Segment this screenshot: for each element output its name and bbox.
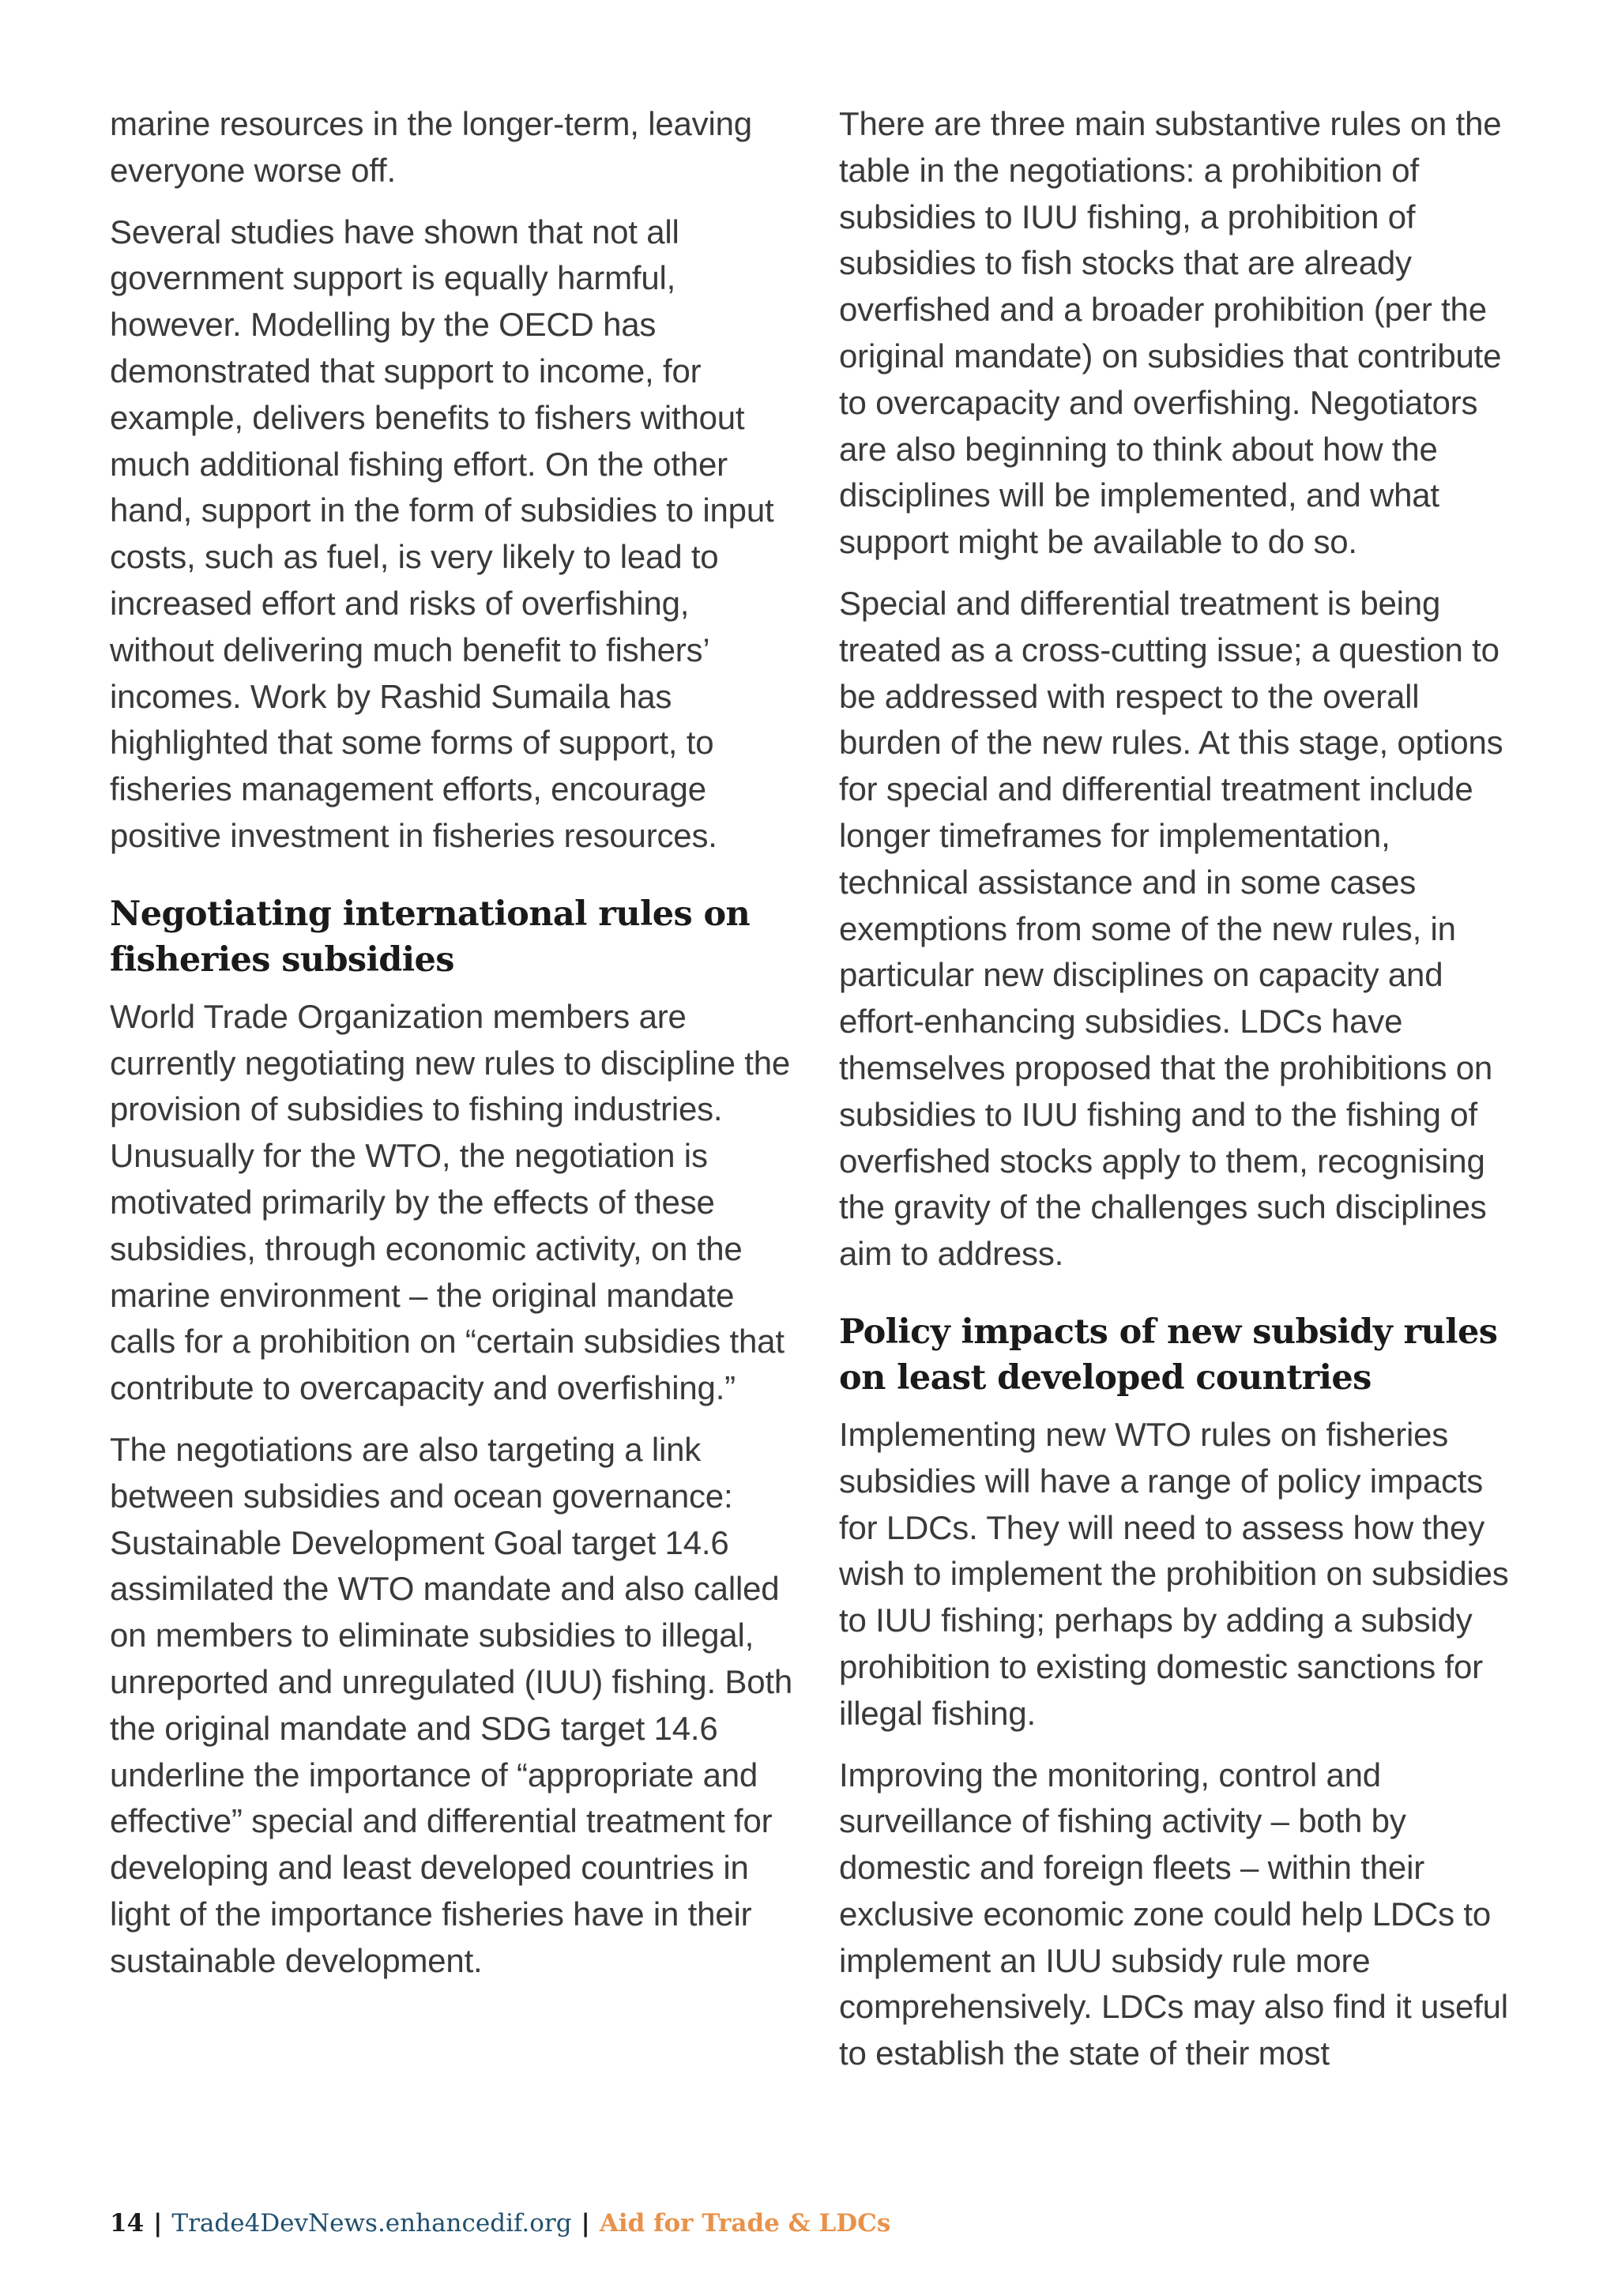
right-column (839, 101, 1526, 2092)
paragraph: Implementing new WTO rules on fisheries subsidies will have a range of policy impacts for LDCs. They will need to assess how they wish to implement the prohibition on subsidies to IUU fishing; perhaps by adding a subsidy prohibition to existing domestic sanctions for illegal fishing. (839, 1415, 1509, 1732)
paragraph: Improving the monitoring, control and surveillance of fishing activity – both by domestic and foreign fleets – within their exclusive economic zone could help LDCs to implement an IUU subsidy rule more comprehensively. LDCs may also find it useful to establish the state of their most (839, 1756, 1508, 2072)
paragraph: Several studies have shown that not all government support is equally harmful, however. Modelling by the OECD has demonstrated that support to income, for example, delivers benefits to fishers without much additional fishing effort. On the other hand, support in the form of subsidies to input costs, such as fuel, is very likely to lead to increased effort and risks of overfishing, without delivering much benefit to fishers’ incomes. Work by Rashid Sumaila has highlighted that some forms of support, to fisheries management efforts, encourage positive investment in fisheries resources. (110, 213, 774, 854)
page-footer (110, 2208, 890, 2239)
section-heading: Negotiating international rules on fisheries subsidies (110, 894, 751, 980)
paragraph: marine resources in the longer-term, leaving everyone worse off. (110, 105, 752, 189)
paragraph: There are three main substantive rules on the table in the negotiations: a prohibition of subsidies to IUU fishing, a prohibition of subsidies to fish stocks that are already overfished and a broader prohibition (per the original mandate) on subsidies that contribute to overcapacity and overfishing. Negotiators are also beginning to think about how the disciplines will be implemented, and what support might be available to do so. (839, 105, 1502, 561)
section-heading: Policy impacts of new subsidy rules on least developed countries (839, 1312, 1498, 1398)
paragraph: The negotiations are also targeting a link between subsidies and ocean governance: Sustainable Development Goal target 14.6 assimilated the WTO mandate and also called on members to eliminate subsidies to illegal, unreported and unregulated (IUU) fishing. Both the original mandate and SDG target 14.6 underline the importance of “appropriate and effective” special and differential treatment for developing and least developed countries in light of the importance fisheries have in their sustainable development. (110, 1430, 793, 1979)
paragraph: World Trade Organization members are currently negotiating new rules to discipline the provision of subsidies to fishing industries. Unusually for the WTO, the negotiation is motivated primarily by the effects of these subsidies, through economic activity, on the marine environment – the original mandate calls for a prohibition on “certain subsidies that contribute to overcapacity and overfishing.” (110, 997, 791, 1407)
page-number: 14 (110, 2209, 145, 2238)
footer-separator: | (581, 2209, 590, 2238)
left-column (110, 101, 797, 1999)
publication-title: Aid for Trade & LDCs (599, 2209, 891, 2238)
paragraph: Special and differential treatment is being treated as a cross-cutting issue; a question to be addressed with respect to the overall burden of the new rules. At this stage, options for special and differential treatment include longer timeframes for implementation, technical assistance and in some cases exemptions from some of the new rules, in particular new disciplines on capacity and effort-enhancing subsidies. LDCs have themselves proposed that the prohibitions on subsidies to IUU fishing and to the fishing of overfished stocks apply to them, recognising the gravity of the challenges such disciplines aim to address. (839, 584, 1503, 1273)
footer-separator: | (153, 2209, 163, 2238)
footer-website-link[interactable]: Trade4DevNews.enhancedif.org (171, 2209, 572, 2238)
